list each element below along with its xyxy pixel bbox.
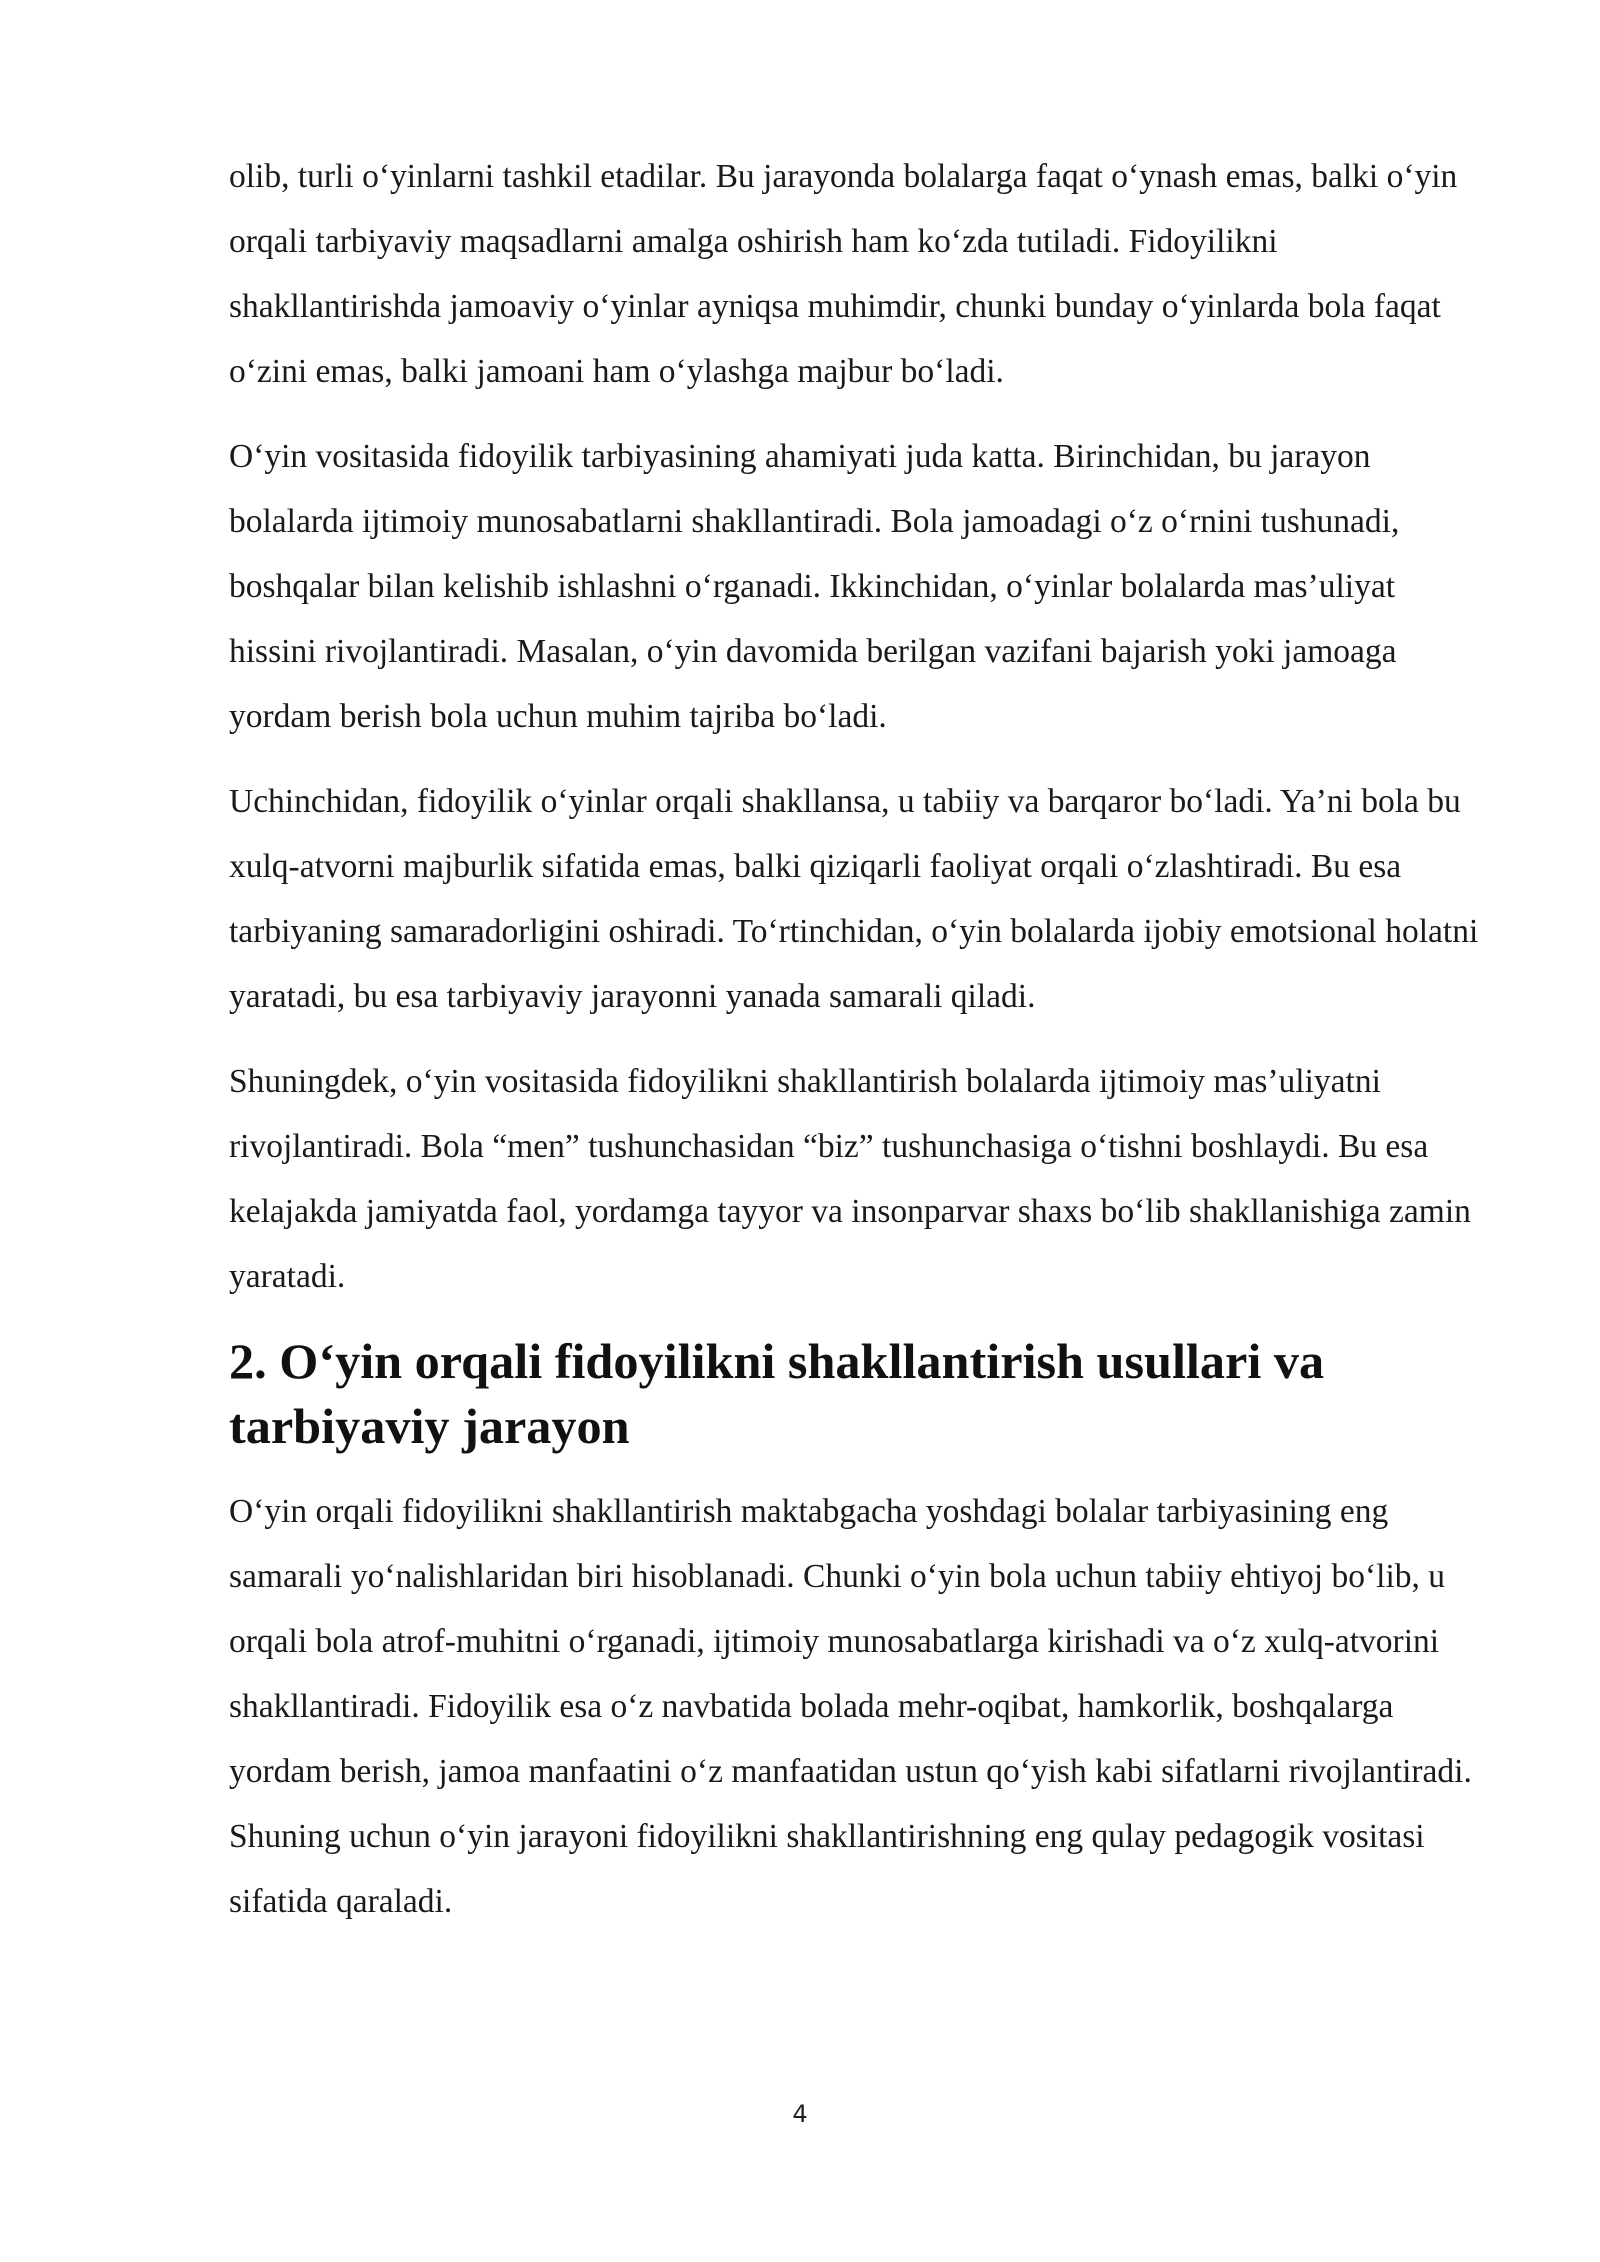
paragraph-3: Uchinchidan, fidoyilik o‘yinlar orqali shakllansa, u tabiiy va barqaror bo‘ladi. Ya’ni bola bu xulq-atvorni majburlik sifatida emas, balki qiziqarli faoliyat orqali o‘zlashtiradi. Bu esa tarbiyaning samaradorligini oshiradi. To‘rtinchidan, o‘yin bolalarda ijobiy emotsional holatni yaratadi, bu esa tarbiyaviy jarayonni yanada samarali qiladi. <box>229 783 1479 1015</box>
paragraph-4: Shuningdek, o‘yin vositasida fidoyilikni shakllantirish bolalarda ijtimoiy mas’uliyatni rivojlantiradi. Bola “men” tushunchasidan “biz” tushunchasiga o‘tishni boshlaydi. Bu esa kelajakda jamiyatda faol, yordamga tayyor va insonparvar shaxs bo‘lib shakllanishiga zamin yaratadi. <box>229 1063 1471 1295</box>
paragraph-2: O‘yin vositasida fidoyilik tarbiyasining ahamiyati juda katta. Birinchidan, bu jarayon bolalarda ijtimoiy munosabatlarni shakllantiradi. Bola jamoadagi o‘z o‘rnini tushunadi, boshqalar bilan kelishib ishlashni o‘rganadi. Ikkinchidan, o‘yinlar bolalarda mas’uliyat hissini rivojlantiradi. Masalan, o‘yin davomida berilgan vazifani bajarish yoki jamoaga yordam berish bola uchun muhim tajriba bo‘ladi. <box>229 438 1400 735</box>
paragraph-1: olib, turli o‘yinlarni tashkil etadilar. Bu jarayonda bolalarga faqat o‘ynash emas, balki o‘yin orqali tarbiyaviy maqsadlarni amalga oshirish ham ko‘zda tutiladi. Fidoyilikni shakllantirishda jamoaviy o‘yinlar ayniqsa muhimdir, chunki bunday o‘yinlarda bola faqat o‘zini emas, balki jamoani ham o‘ylashga majbur bo‘ladi. <box>229 158 1458 390</box>
section-heading: 2. O‘yin orqali fidoyilikni shakllantirish usullari va tarbiyaviy jarayon <box>229 1333 1325 1454</box>
paragraph-5: O‘yin orqali fidoyilikni shakllantirish maktabgacha yoshdagi bolalar tarbiyasining eng samarali yo‘nalishlaridan biri hisoblanadi. Chunki o‘yin bola uchun tabiiy ehtiyoj bo‘lib, u orqali bola atrof-muhitni o‘rganadi, ijtimoiy munosabatlarga kirishadi va o‘z xulq-atvorini shakllantiradi. Fidoyilik esa o‘z navbatida bolada mehr-oqibat, hamkorlik, boshqalarga yordam berish, jamoa manfaatini o‘z manfaatidan ustun qo‘yish kabi sifatlarni rivojlantiradi. Shuning uchun o‘yin jarayoni fidoyilikni shakllantirishning eng qulay pedagogik vositasi sifatida qaraladi. <box>229 1493 1472 1920</box>
page-number: 4 <box>792 2100 808 2128</box>
page-body <box>229 144 1479 1954</box>
